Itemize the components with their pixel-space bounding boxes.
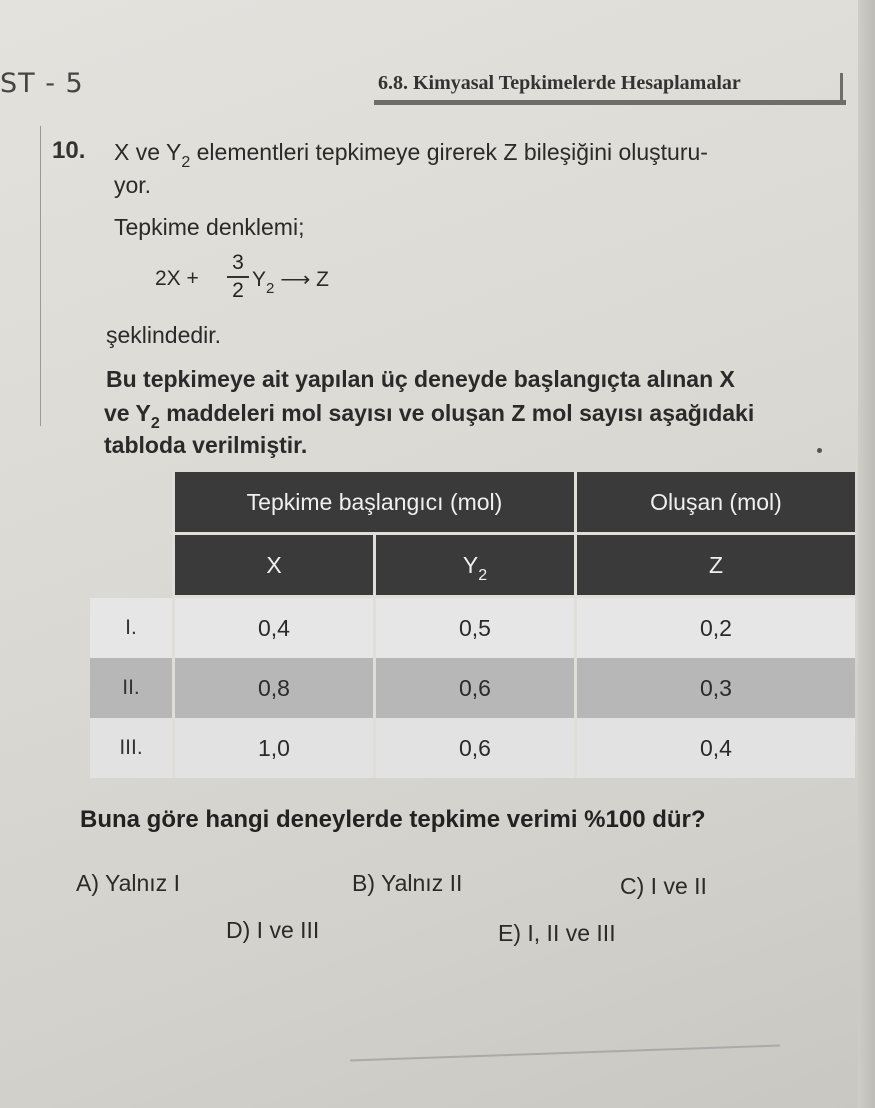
- equation-y: Y: [252, 268, 267, 291]
- option-b[interactable]: B) Yalnız II: [352, 870, 463, 896]
- equation-y-subscript: 2: [266, 280, 275, 297]
- intro-line-1: [114, 139, 708, 171]
- table-row: [90, 718, 855, 778]
- paragraph-text-a: ve Y: [104, 400, 151, 426]
- group-header-start: Tepkime başlangıcı (mol): [172, 472, 574, 535]
- col-header-y: [373, 535, 574, 598]
- chapter-title: 6.8. Kimyasal Tepkimelerde Hesaplamalar: [378, 72, 741, 94]
- cell-x: 1,0: [172, 718, 373, 778]
- col-header-z: Z: [574, 535, 855, 598]
- cell-x: 0,4: [172, 598, 373, 658]
- cell-y: 0,6: [373, 718, 574, 778]
- question-number: 10.: [52, 137, 86, 164]
- pencil-mark: [350, 1044, 780, 1061]
- question-prompt: Buna göre hangi deneylerde tepkime verimi %100 dür?: [80, 806, 706, 833]
- header-rule-edge: [840, 73, 843, 103]
- equation-fraction: [227, 252, 249, 302]
- print-dot: [817, 448, 822, 453]
- paragraph-line-3: tabloda verilmiştir.: [104, 432, 308, 458]
- intro-line-2: yor.: [114, 172, 152, 198]
- page-edge: [858, 0, 875, 1108]
- option-a[interactable]: A) Yalnız I: [76, 870, 180, 896]
- margin-line: [40, 126, 41, 426]
- equation-label: Tepkime denklemi;: [114, 214, 305, 240]
- section-label: ST - 5: [0, 68, 84, 99]
- paragraph-line-2: [104, 400, 755, 432]
- cell-y: 0,6: [373, 658, 574, 718]
- cell-z: 0,3: [574, 658, 855, 718]
- table-row: [90, 658, 855, 718]
- paragraph-text-b: maddeleri mol sayısı ve oluşan Z mol sayısı aşağıdaki: [159, 400, 755, 426]
- row-label: I.: [125, 616, 137, 639]
- cell-z: 0,4: [574, 718, 855, 778]
- option-c[interactable]: C) I ve II: [620, 873, 707, 899]
- table-corner: [90, 472, 172, 535]
- row-label: III.: [119, 736, 143, 759]
- table-corner-2: [90, 535, 172, 598]
- col-header-x: X: [172, 535, 373, 598]
- col-header-y-letter: Y: [462, 551, 479, 578]
- table-row: [90, 598, 855, 658]
- cell-y: 0,5: [373, 598, 574, 658]
- equation-suffix: şeklindedir.: [106, 322, 222, 348]
- option-d[interactable]: D) I ve III: [226, 917, 320, 943]
- paragraph-line-1: Bu tepkimeye ait yapılan üç deneyde başlangıçta alınan X: [106, 366, 735, 392]
- fraction-numerator: 3: [232, 251, 244, 274]
- paragraph-subscript: 2: [150, 415, 160, 432]
- row-label: II.: [122, 676, 140, 699]
- fraction-denominator: 2: [232, 279, 244, 302]
- group-header-product: Oluşan (mol): [574, 472, 855, 535]
- cell-z: 0,2: [574, 598, 855, 658]
- intro-text-b: elementleri tepkimeye girerek Z bileşiğini oluşturu-: [190, 139, 708, 165]
- equation-right: [252, 267, 329, 297]
- table-column-header-row: [90, 535, 855, 598]
- fraction-bar: [227, 276, 249, 278]
- col-header-y-subscript: 2: [478, 566, 488, 584]
- intro-text-a: X ve Y: [114, 139, 182, 165]
- table-group-header-row: [90, 472, 855, 535]
- option-e[interactable]: E) I, II ve III: [498, 920, 616, 946]
- intro-subscript: 2: [181, 154, 191, 171]
- equation-left: 2X +: [155, 267, 199, 290]
- data-table: [90, 472, 855, 778]
- equation-arrow-z: ⟶ Z: [274, 268, 329, 291]
- cell-x: 0,8: [172, 658, 373, 718]
- header-rule: [374, 100, 846, 105]
